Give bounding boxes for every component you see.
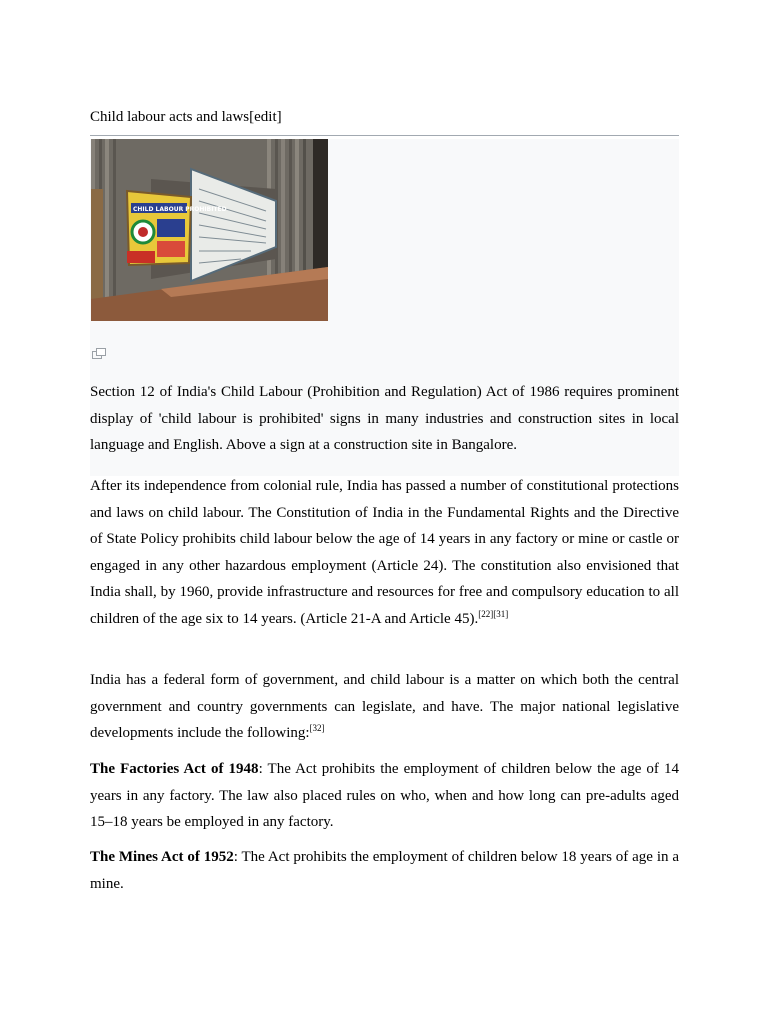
enlarge-icon[interactable]	[92, 348, 106, 359]
paragraph-independence	[90, 473, 679, 632]
figure-caption: Section 12 of India's Child Labour (Prohibition and Regulation) Act of 1986 requires prominent display of 'child labour is prohibited' signs in many industries and construction sites in local language and English. Above a sign at a construction site in Bangalore.	[90, 384, 679, 453]
photo-child-labour-sign[interactable]	[91, 139, 328, 321]
paragraph-factories-act	[90, 756, 679, 836]
citation-ref[interactable]: [22][31]	[478, 608, 509, 619]
paragraph-text: : The Act prohibits the employment of children below the age of 14 years in any factory. The law also placed rules on who, when and how long can pre-adults aged 15–18 years be employed in any factory.	[90, 761, 679, 830]
figure	[90, 139, 679, 476]
paragraph-text: : The Act prohibits the employment of children below 18 years of age in a mine.	[90, 849, 679, 892]
citation-ref[interactable]: [32]	[309, 723, 325, 733]
section-heading: Child labour acts and laws[edit]	[90, 109, 282, 125]
act-title: The Factories Act of 1948	[90, 761, 259, 777]
sign-text: CHILD LABOUR PROHIBITED	[133, 206, 227, 213]
paragraph-federal	[90, 667, 679, 747]
paragraph-text: India has a federal form of government, and child labour is a matter on which both the central government and country governments can legislate, and have. The major national legislative developments include the following:	[90, 672, 679, 741]
paragraph-mines-act	[90, 844, 679, 897]
act-title: The Mines Act of 1952	[90, 849, 234, 865]
paragraph-text: After its independence from colonial rule, India has passed a number of constitutional protections and laws on child labour. The Constitution of India in the Fundamental Rights and the Directive of State Policy prohibits child labour below the age of 14 years in any factory or mine or castle or engaged in any other hazardous employment (Article 24). The constitution also envisioned that India shall, by 1960, provide infrastructure and resources for free and compulsory education to all children of the age six to 14 years. (Article 21-A and Article 45).	[90, 478, 679, 627]
heading-divider	[90, 135, 679, 136]
